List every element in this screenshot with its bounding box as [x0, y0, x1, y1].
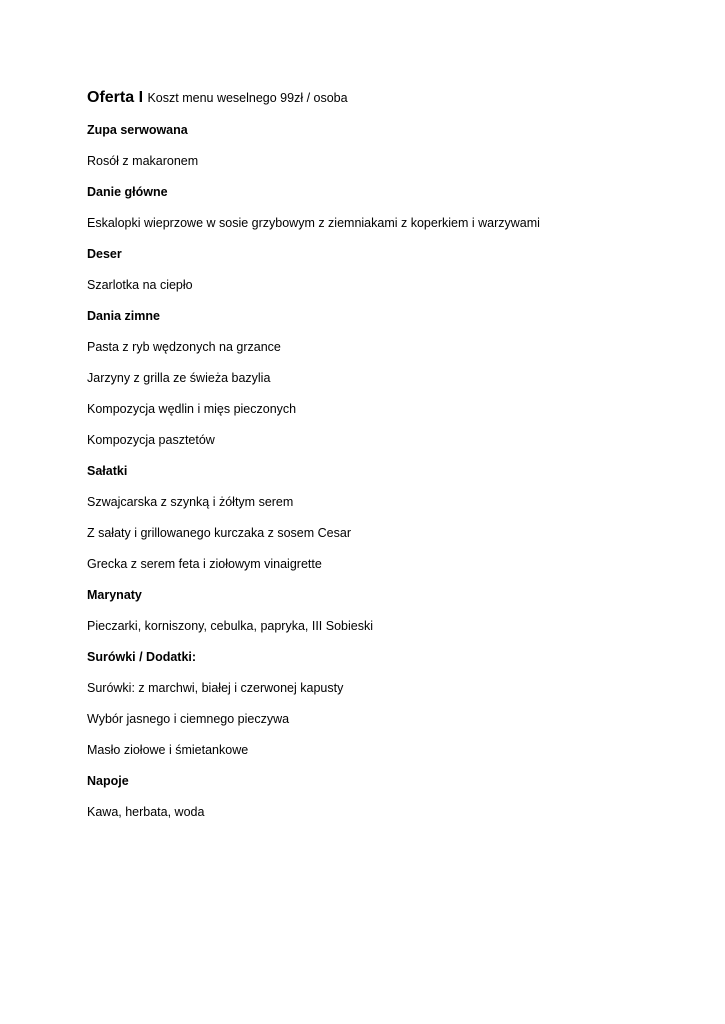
menu-item: Grecka z serem feta i ziołowym vinaigrette	[87, 557, 322, 571]
menu-list	[87, 115, 687, 828]
menu-item: Szarlotka na ciepło	[87, 278, 193, 292]
section-heading: Danie główne	[87, 185, 168, 199]
menu-item: Wybór jasnego i ciemnego pieczywa	[87, 712, 290, 726]
section-heading: Sałatki	[87, 464, 128, 478]
menu-item: Surówki: z marchwi, białej i czerwonej kapusty	[87, 681, 344, 695]
menu-item: Rosół z makaronem	[87, 154, 199, 168]
menu-item: Z sałaty i grillowanego kurczaka z sosem Cesar	[87, 526, 351, 540]
menu-item: Kompozycja wędlin i mięs pieczonych	[87, 402, 297, 416]
menu-item: Pieczarki, korniszony, cebulka, papryka, III Sobieski	[87, 619, 374, 633]
document-title	[87, 84, 687, 112]
section-heading: Zupa serwowana	[87, 123, 188, 137]
title-bold: Oferta I	[87, 89, 144, 106]
menu-item: Kompozycja pasztetów	[87, 433, 215, 447]
section-heading: Marynaty	[87, 588, 142, 602]
section-heading: Napoje	[87, 774, 129, 788]
menu-item: Szwajcarska z szynką i żółtym serem	[87, 495, 294, 509]
document-page	[87, 84, 687, 828]
section-heading: Deser	[87, 247, 122, 261]
menu-item: Kawa, herbata, woda	[87, 805, 205, 819]
section-heading: Dania zimne	[87, 309, 160, 323]
menu-item: Eskalopki wieprzowe w sosie grzybowym z ziemniakami z koperkiem i warzywami	[87, 216, 540, 230]
menu-item: Masło ziołowe i śmietankowe	[87, 743, 249, 757]
menu-item: Pasta z ryb wędzonych na grzance	[87, 340, 281, 354]
section-heading: Surówki / Dodatki:	[87, 650, 197, 664]
title-rest: Koszt menu weselnego 99zł / osoba	[147, 91, 348, 105]
menu-item: Jarzyny z grilla ze świeża bazylia	[87, 371, 271, 385]
